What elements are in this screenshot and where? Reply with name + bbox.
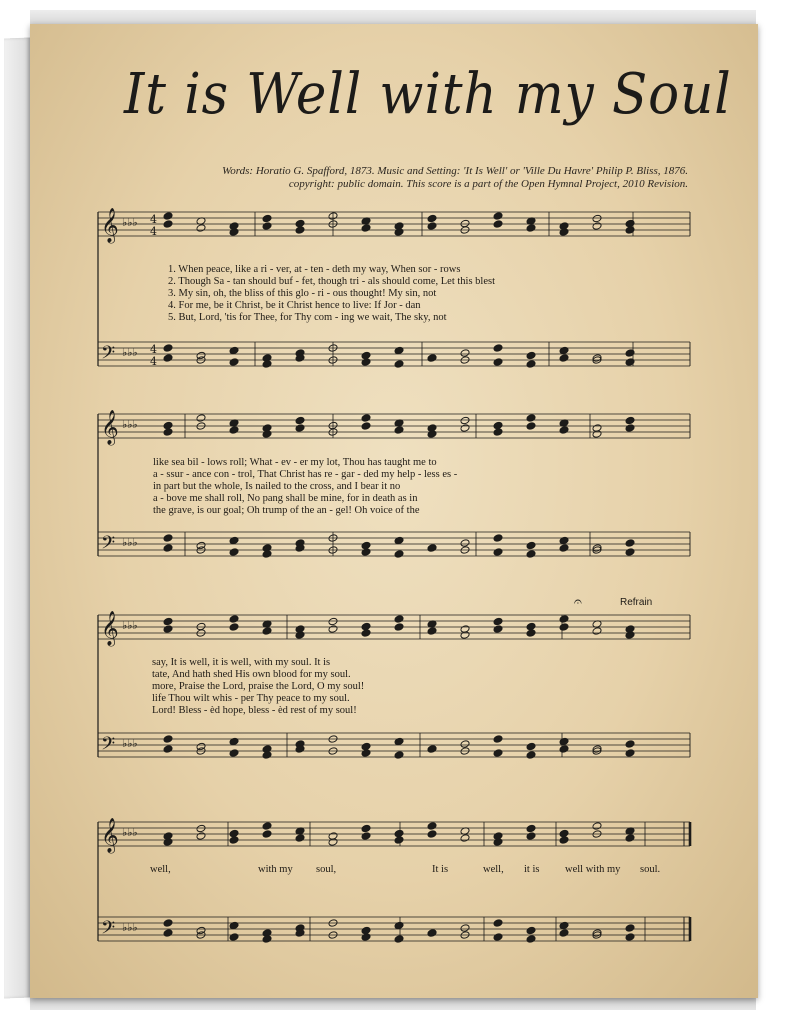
note-head (163, 344, 173, 353)
note-head (526, 414, 536, 423)
note-head (229, 737, 239, 746)
key-signature-flats-icon: ♭♭♭ (122, 921, 138, 934)
note-head (394, 615, 404, 624)
note-head (229, 536, 239, 545)
verse-3-line-a: 3. My sin, oh, the bliss of this glo - ri - ous thought! My sin, not (168, 288, 437, 299)
note-head (526, 351, 536, 360)
time-signature-top: 4 (150, 213, 157, 226)
note-head (295, 834, 305, 843)
note-head (592, 222, 602, 231)
note-head (163, 220, 173, 229)
note-head (427, 214, 437, 223)
note-head (229, 615, 239, 624)
note-head (460, 740, 470, 749)
note-head (526, 935, 536, 944)
note-head (394, 346, 404, 355)
note-head (625, 349, 635, 358)
refrain-word-well-with-my: well with my (565, 864, 621, 875)
note-head (559, 536, 569, 545)
verse-3-line-c: more, Praise the Lord, praise the Lord, O my soul! (152, 681, 365, 692)
note-head (328, 617, 338, 626)
key-signature-flats-icon: ♭♭♭ (122, 737, 138, 750)
note-head (163, 544, 173, 553)
key-signature-flats-icon: ♭♭♭ (122, 346, 138, 359)
bass-clef-icon: 𝄢 (101, 918, 116, 943)
note-head (163, 617, 173, 626)
note-head (493, 749, 503, 758)
note-head (526, 926, 536, 935)
treble-clef-icon: 𝄞 (101, 410, 119, 445)
refrain-word-well-2: well, (483, 864, 504, 875)
note-head (526, 824, 536, 833)
note-head (196, 832, 206, 841)
note-head (361, 358, 371, 367)
note-head (394, 751, 404, 760)
refrain-word-it-is-2: it is (524, 864, 540, 875)
note-head (493, 220, 503, 229)
note-head (427, 627, 437, 636)
note-head (460, 539, 470, 548)
note-head (625, 358, 635, 367)
note-head (394, 623, 404, 632)
refrain-word-soul-2: soul. (640, 864, 661, 875)
time-signature-top: 4 (150, 343, 157, 356)
note-head (526, 360, 536, 369)
note-head (625, 740, 635, 749)
note-head (427, 222, 437, 231)
verse-5-line-a: 5. But, Lord, 'tis for Thee, for Thy com - ing we wait, The sky, not (168, 312, 447, 323)
note-head (592, 627, 602, 636)
verse-1-line-a: 1. When peace, like a ri - ver, at - ten - deth my way, When sor - rows (168, 264, 461, 275)
note-head (559, 836, 569, 845)
note-head (625, 539, 635, 548)
note-head (394, 360, 404, 369)
note-head (493, 617, 503, 626)
note-head (394, 836, 404, 845)
note-head (361, 422, 371, 431)
note-head (493, 933, 503, 942)
note-head (163, 919, 173, 928)
note-head (361, 933, 371, 942)
bass-clef-icon: 𝄢 (101, 343, 116, 368)
note-head (262, 627, 272, 636)
note-head (625, 548, 635, 557)
verse-4-line-a: 4. For me, be it Christ, be it Christ hence to live: If Jor - dan (168, 300, 421, 311)
note-head (394, 935, 404, 944)
note-head (361, 749, 371, 758)
note-head (559, 623, 569, 632)
note-head (229, 623, 239, 632)
note-head (229, 933, 239, 942)
note-head (625, 416, 635, 425)
note-head (427, 544, 437, 553)
fermata-icon: 𝄐 (574, 594, 582, 610)
note-head (163, 745, 173, 754)
note-head (295, 226, 305, 235)
note-head (394, 737, 404, 746)
key-signature-flats-icon: ♭♭♭ (122, 619, 138, 632)
note-head (361, 224, 371, 233)
note-head (163, 534, 173, 543)
verse-5-line-b: the grave, is our goal; Oh trump of the an - gel! Oh voice of the (153, 505, 420, 516)
note-head (427, 830, 437, 839)
note-head (493, 548, 503, 557)
note-head (229, 836, 239, 845)
note-head (625, 424, 635, 433)
note-head (361, 832, 371, 841)
verse-4-line-c: life Thou wilt whis - per Thy peace to my soul. (152, 693, 350, 704)
note-head (460, 416, 470, 425)
treble-clef-icon: 𝄞 (101, 611, 119, 646)
verse-2-line-b: a - ssur - ance con - trol, That Christ has re - gar - ded my help - less es - (153, 469, 458, 480)
note-head (592, 214, 602, 223)
note-head (361, 629, 371, 638)
note-head (163, 428, 173, 437)
note-head (361, 414, 371, 423)
note-head (559, 544, 569, 553)
note-head (460, 834, 470, 843)
note-head (262, 822, 272, 831)
note-head (526, 742, 536, 751)
note-head (625, 749, 635, 758)
note-head (394, 536, 404, 545)
note-head (229, 346, 239, 355)
verse-2-line-c: tate, And hath shed His own blood for my soul. (152, 669, 351, 680)
bass-clef-icon: 𝄢 (101, 533, 116, 558)
note-head (163, 212, 173, 221)
note-head (163, 929, 173, 938)
note-head (559, 921, 569, 930)
note-head (493, 625, 503, 634)
key-signature-flats-icon: ♭♭♭ (122, 826, 138, 839)
time-signature-bottom: 4 (150, 355, 157, 368)
note-head (526, 422, 536, 431)
key-signature-flats-icon: ♭♭♭ (122, 536, 138, 549)
note-head (559, 929, 569, 938)
credit-line-2: copyright: public domain. This score is a part of the Open Hymnal Project, 2010 Revision. (288, 178, 688, 190)
note-head (361, 824, 371, 833)
note-head (559, 745, 569, 754)
note-head (196, 414, 206, 423)
note-head (262, 214, 272, 223)
note-head (328, 625, 338, 634)
note-head (526, 629, 536, 638)
bass-clef-icon: 𝄢 (101, 734, 116, 759)
verse-2-line-a: 2. Though Sa - tan should buf - fet, though tri - als should come, Let this blest (168, 276, 496, 287)
note-head (229, 548, 239, 557)
note-head (295, 416, 305, 425)
note-head (229, 749, 239, 758)
key-signature-flats-icon: ♭♭♭ (122, 418, 138, 431)
note-head (493, 735, 503, 744)
treble-clef-icon: 𝄞 (101, 818, 119, 853)
note-head (460, 924, 470, 933)
time-signature-bottom: 4 (150, 225, 157, 238)
note-head (526, 751, 536, 760)
note-head (559, 737, 569, 746)
key-signature-flats-icon: ♭♭♭ (122, 216, 138, 229)
note-head (493, 534, 503, 543)
note-head (559, 426, 569, 435)
note-head (295, 424, 305, 433)
note-head (559, 615, 569, 624)
note-head (493, 919, 503, 928)
note-head (427, 929, 437, 938)
note-head (526, 224, 536, 233)
note-head (559, 346, 569, 355)
note-head (262, 222, 272, 231)
refrain-word-well: well, (150, 864, 171, 875)
note-head (625, 226, 635, 235)
refrain-word-it-is: It is (432, 864, 449, 875)
hymn-title: It is Well with my Soul (124, 62, 732, 127)
verse-4-line-b: a - bove me shall roll, No pang shall be mine, for in death as in (153, 493, 418, 504)
verse-1-line-b: like sea bil - lows roll; What - ev - er my lot, Thou has taught me to (153, 457, 437, 468)
note-head (394, 550, 404, 559)
note-head (625, 933, 635, 942)
verse-5-line-c: Lord! Bless - èd hope, bless - èd rest of my soul! (152, 705, 357, 716)
treble-clef-icon: 𝄞 (101, 208, 119, 243)
note-head (526, 541, 536, 550)
note-head (163, 354, 173, 363)
note-head (493, 428, 503, 437)
verse-1-line-c: say, It is well, it is well, with my soul. It is (152, 657, 331, 668)
refrain-word-with-my: with my (258, 864, 293, 875)
note-head (229, 358, 239, 367)
credit-line-1: Words: Horatio G. Spafford, 1873. Music and Setting: 'It Is Well' or 'Ville Du Havre' Philip P. Bliss, 1876. (222, 165, 688, 177)
note-head (427, 822, 437, 831)
refrain-word-soul: soul, (316, 864, 337, 875)
note-head (229, 426, 239, 435)
note-head (196, 824, 206, 833)
refrain-label: Refrain (620, 597, 653, 608)
note-head (196, 224, 206, 233)
note-head (163, 625, 173, 634)
note-head (592, 822, 602, 831)
note-head (493, 212, 503, 221)
note-head (559, 354, 569, 363)
note-head (493, 358, 503, 367)
note-head (460, 349, 470, 358)
verse-3-line-b: in part but the whole, Is nailed to the cross, and I bear it no (153, 481, 401, 492)
note-head (526, 832, 536, 841)
note-head (394, 921, 404, 930)
note-head (625, 834, 635, 843)
note-head (229, 921, 239, 930)
note-head (493, 344, 503, 353)
note-head (361, 548, 371, 557)
note-head (625, 924, 635, 933)
note-head (427, 354, 437, 363)
note-head (460, 424, 470, 433)
note-head (427, 745, 437, 754)
note-head (262, 830, 272, 839)
note-head (394, 426, 404, 435)
note-head (163, 735, 173, 744)
note-head (526, 550, 536, 559)
